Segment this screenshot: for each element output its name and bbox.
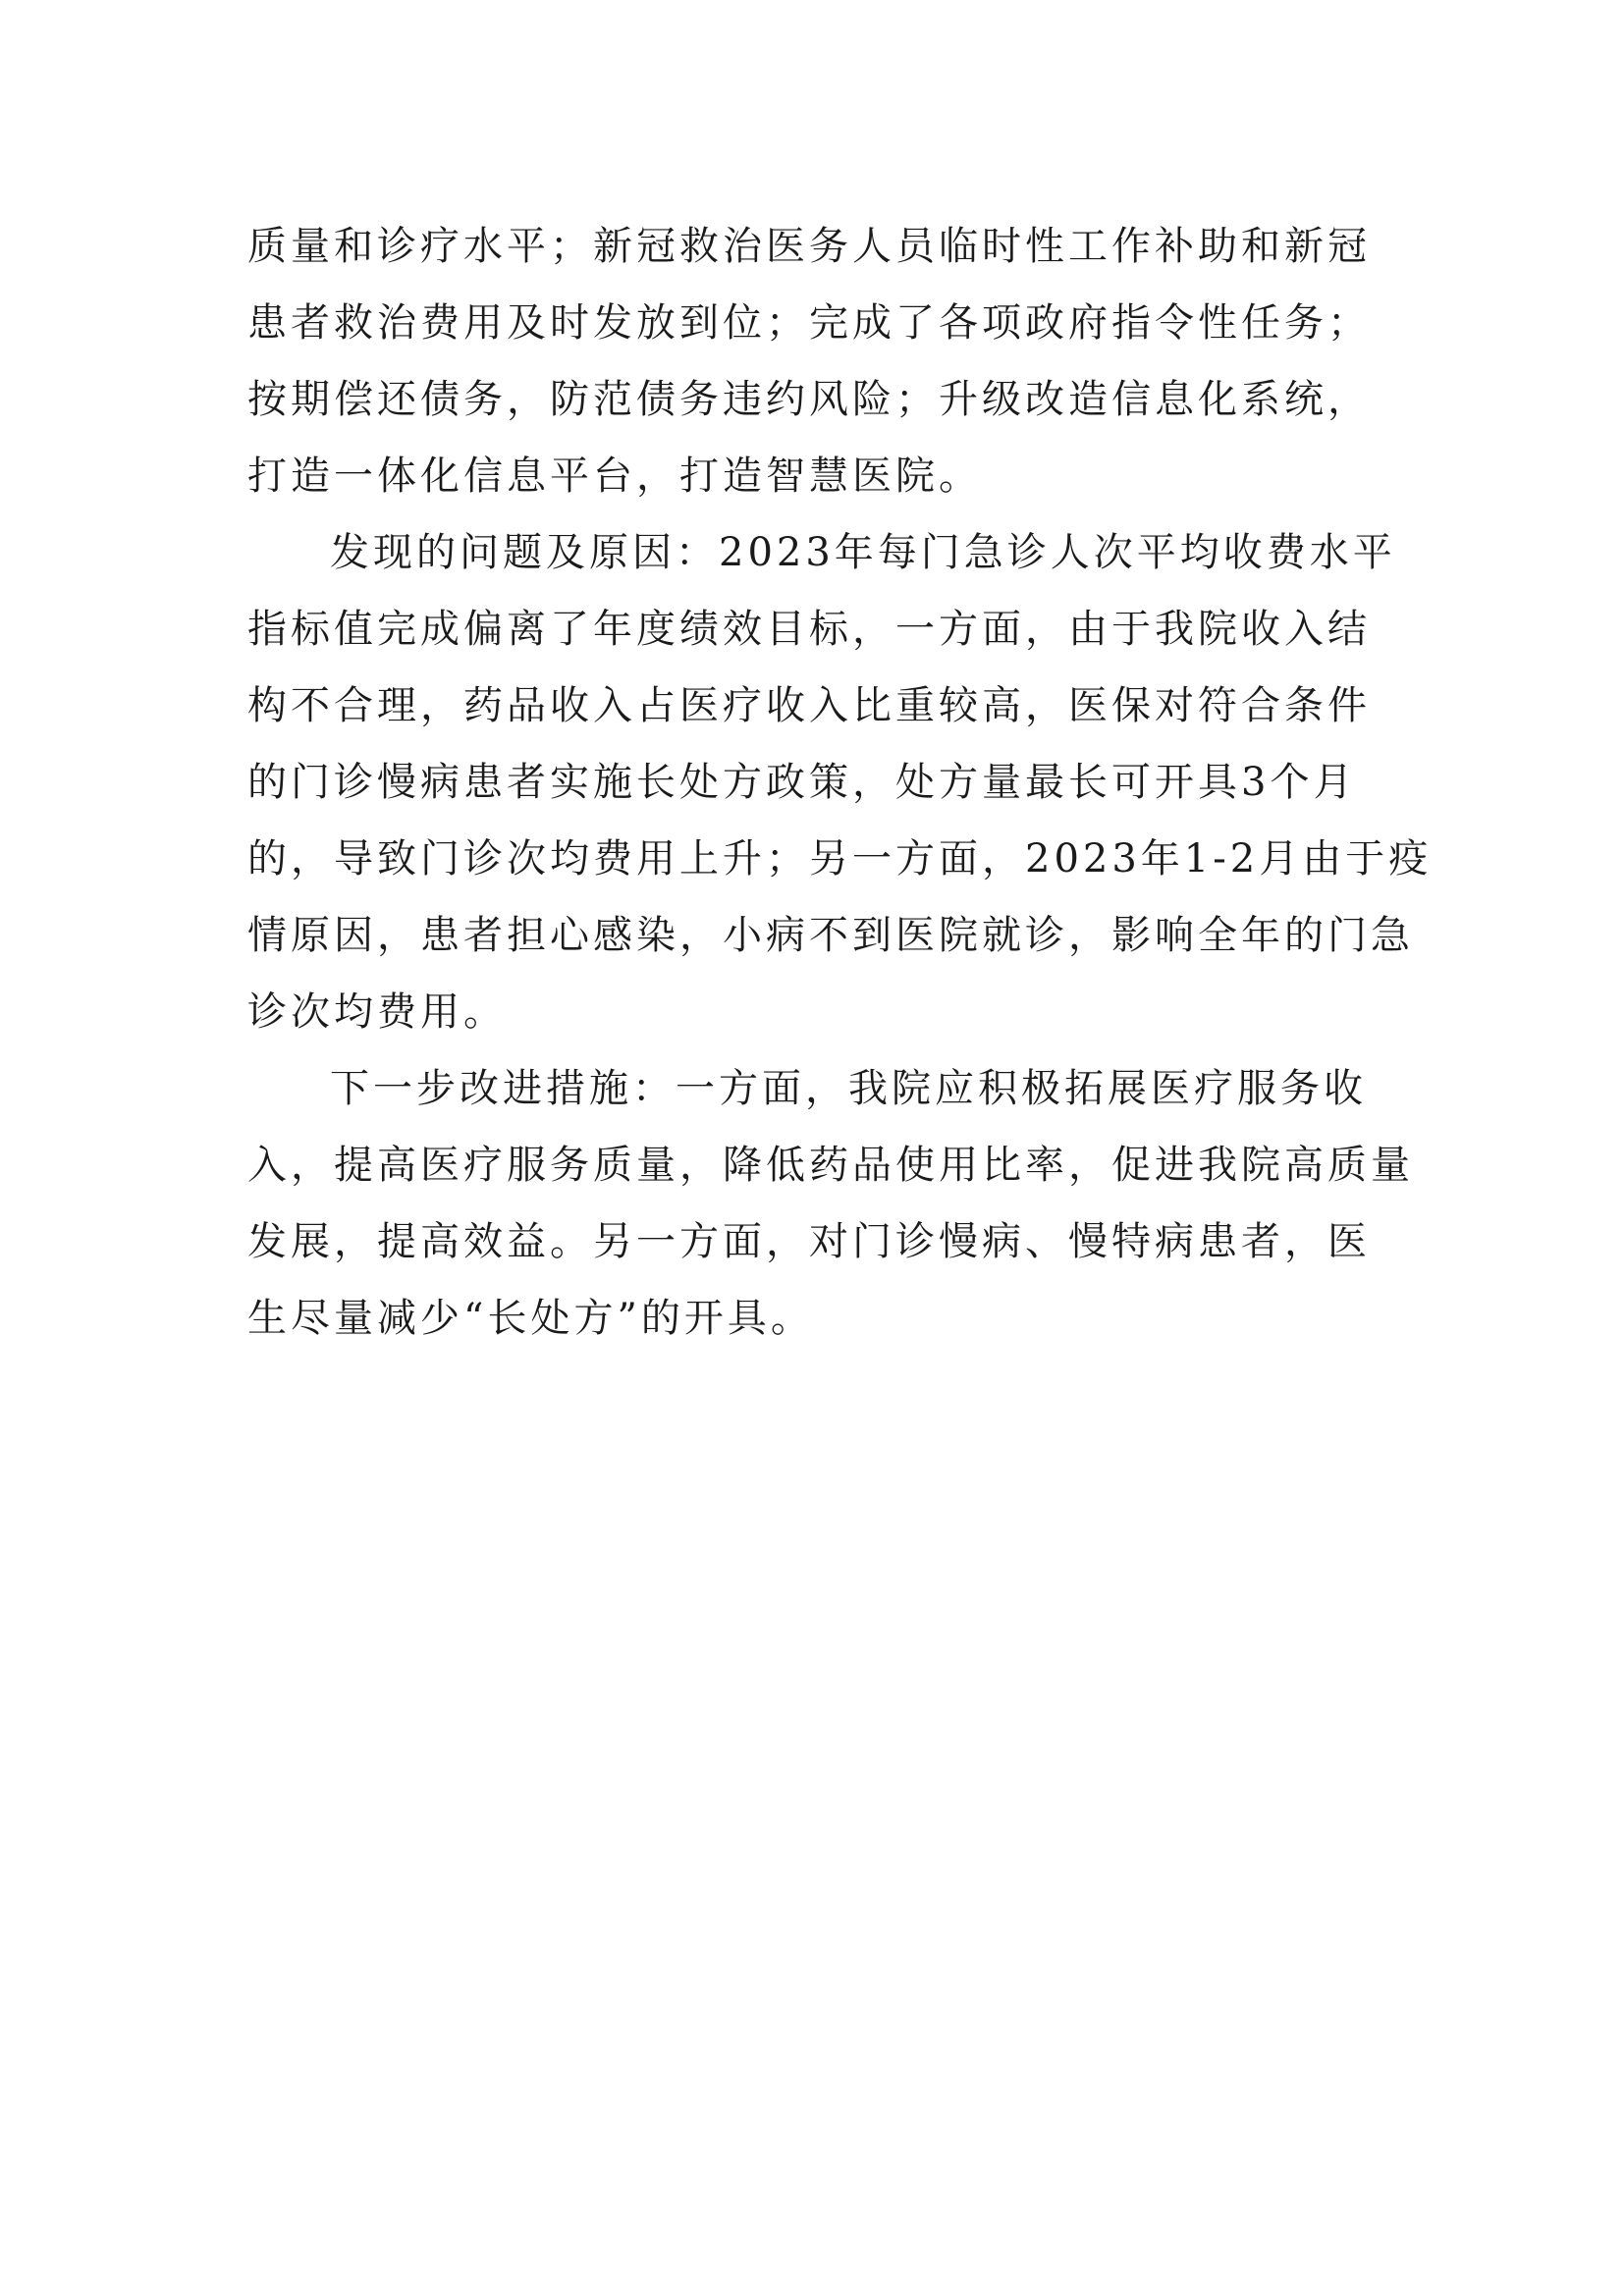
text-line: 下一步改进措施：一方面，我院应积极拓展医疗服务收: [330, 1066, 1367, 1111]
text-line: 患者救治费用及时发放到位；完成了各项政府指令性任务；: [247, 300, 1371, 346]
text-line: 的门诊慢病患者实施长处方政策，处方量最长可开具3个月: [247, 760, 1357, 805]
text-line: 发现的问题及原因：2023年每门急诊人次平均收费水平: [330, 530, 1396, 575]
text-line: 指标值完成偏离了年度绩效目标，一方面，由于我院收入结: [247, 607, 1371, 652]
text-line: 情原因，患者担心感染，小病不到医院就诊，影响全年的门急: [247, 913, 1414, 958]
text-line: 诊次均费用。: [247, 989, 507, 1035]
text-line: 的，导致门诊次均费用上升；另一方面，2023年1-2月由于疫: [247, 836, 1433, 881]
document-body: [247, 208, 1433, 1357]
text-line: 按期偿还债务，防范债务违约风险；升级改造信息化系统，: [247, 377, 1371, 422]
text-line: 入，提高医疗服务质量，降低药品使用比率，促进我院高质量: [247, 1143, 1414, 1188]
text-line: 生尽量减少“长处方”的开具。: [247, 1296, 814, 1341]
text-line: 打造一体化信息平台，打造智慧医院。: [247, 454, 982, 499]
paragraph-achievements: [247, 208, 1386, 514]
paragraph-improvement-measures: [247, 1050, 1414, 1357]
paragraph-problems-and-causes: [247, 514, 1433, 1050]
text-line: 构不合理，药品收入占医疗收入比重较高，医保对符合条件: [247, 683, 1371, 728]
text-line: 发展，提高效益。另一方面，对门诊慢病、慢特病患者，医: [247, 1219, 1371, 1264]
text-line: 质量和诊疗水平；新冠救治医务人员临时性工作补助和新冠: [247, 224, 1371, 269]
